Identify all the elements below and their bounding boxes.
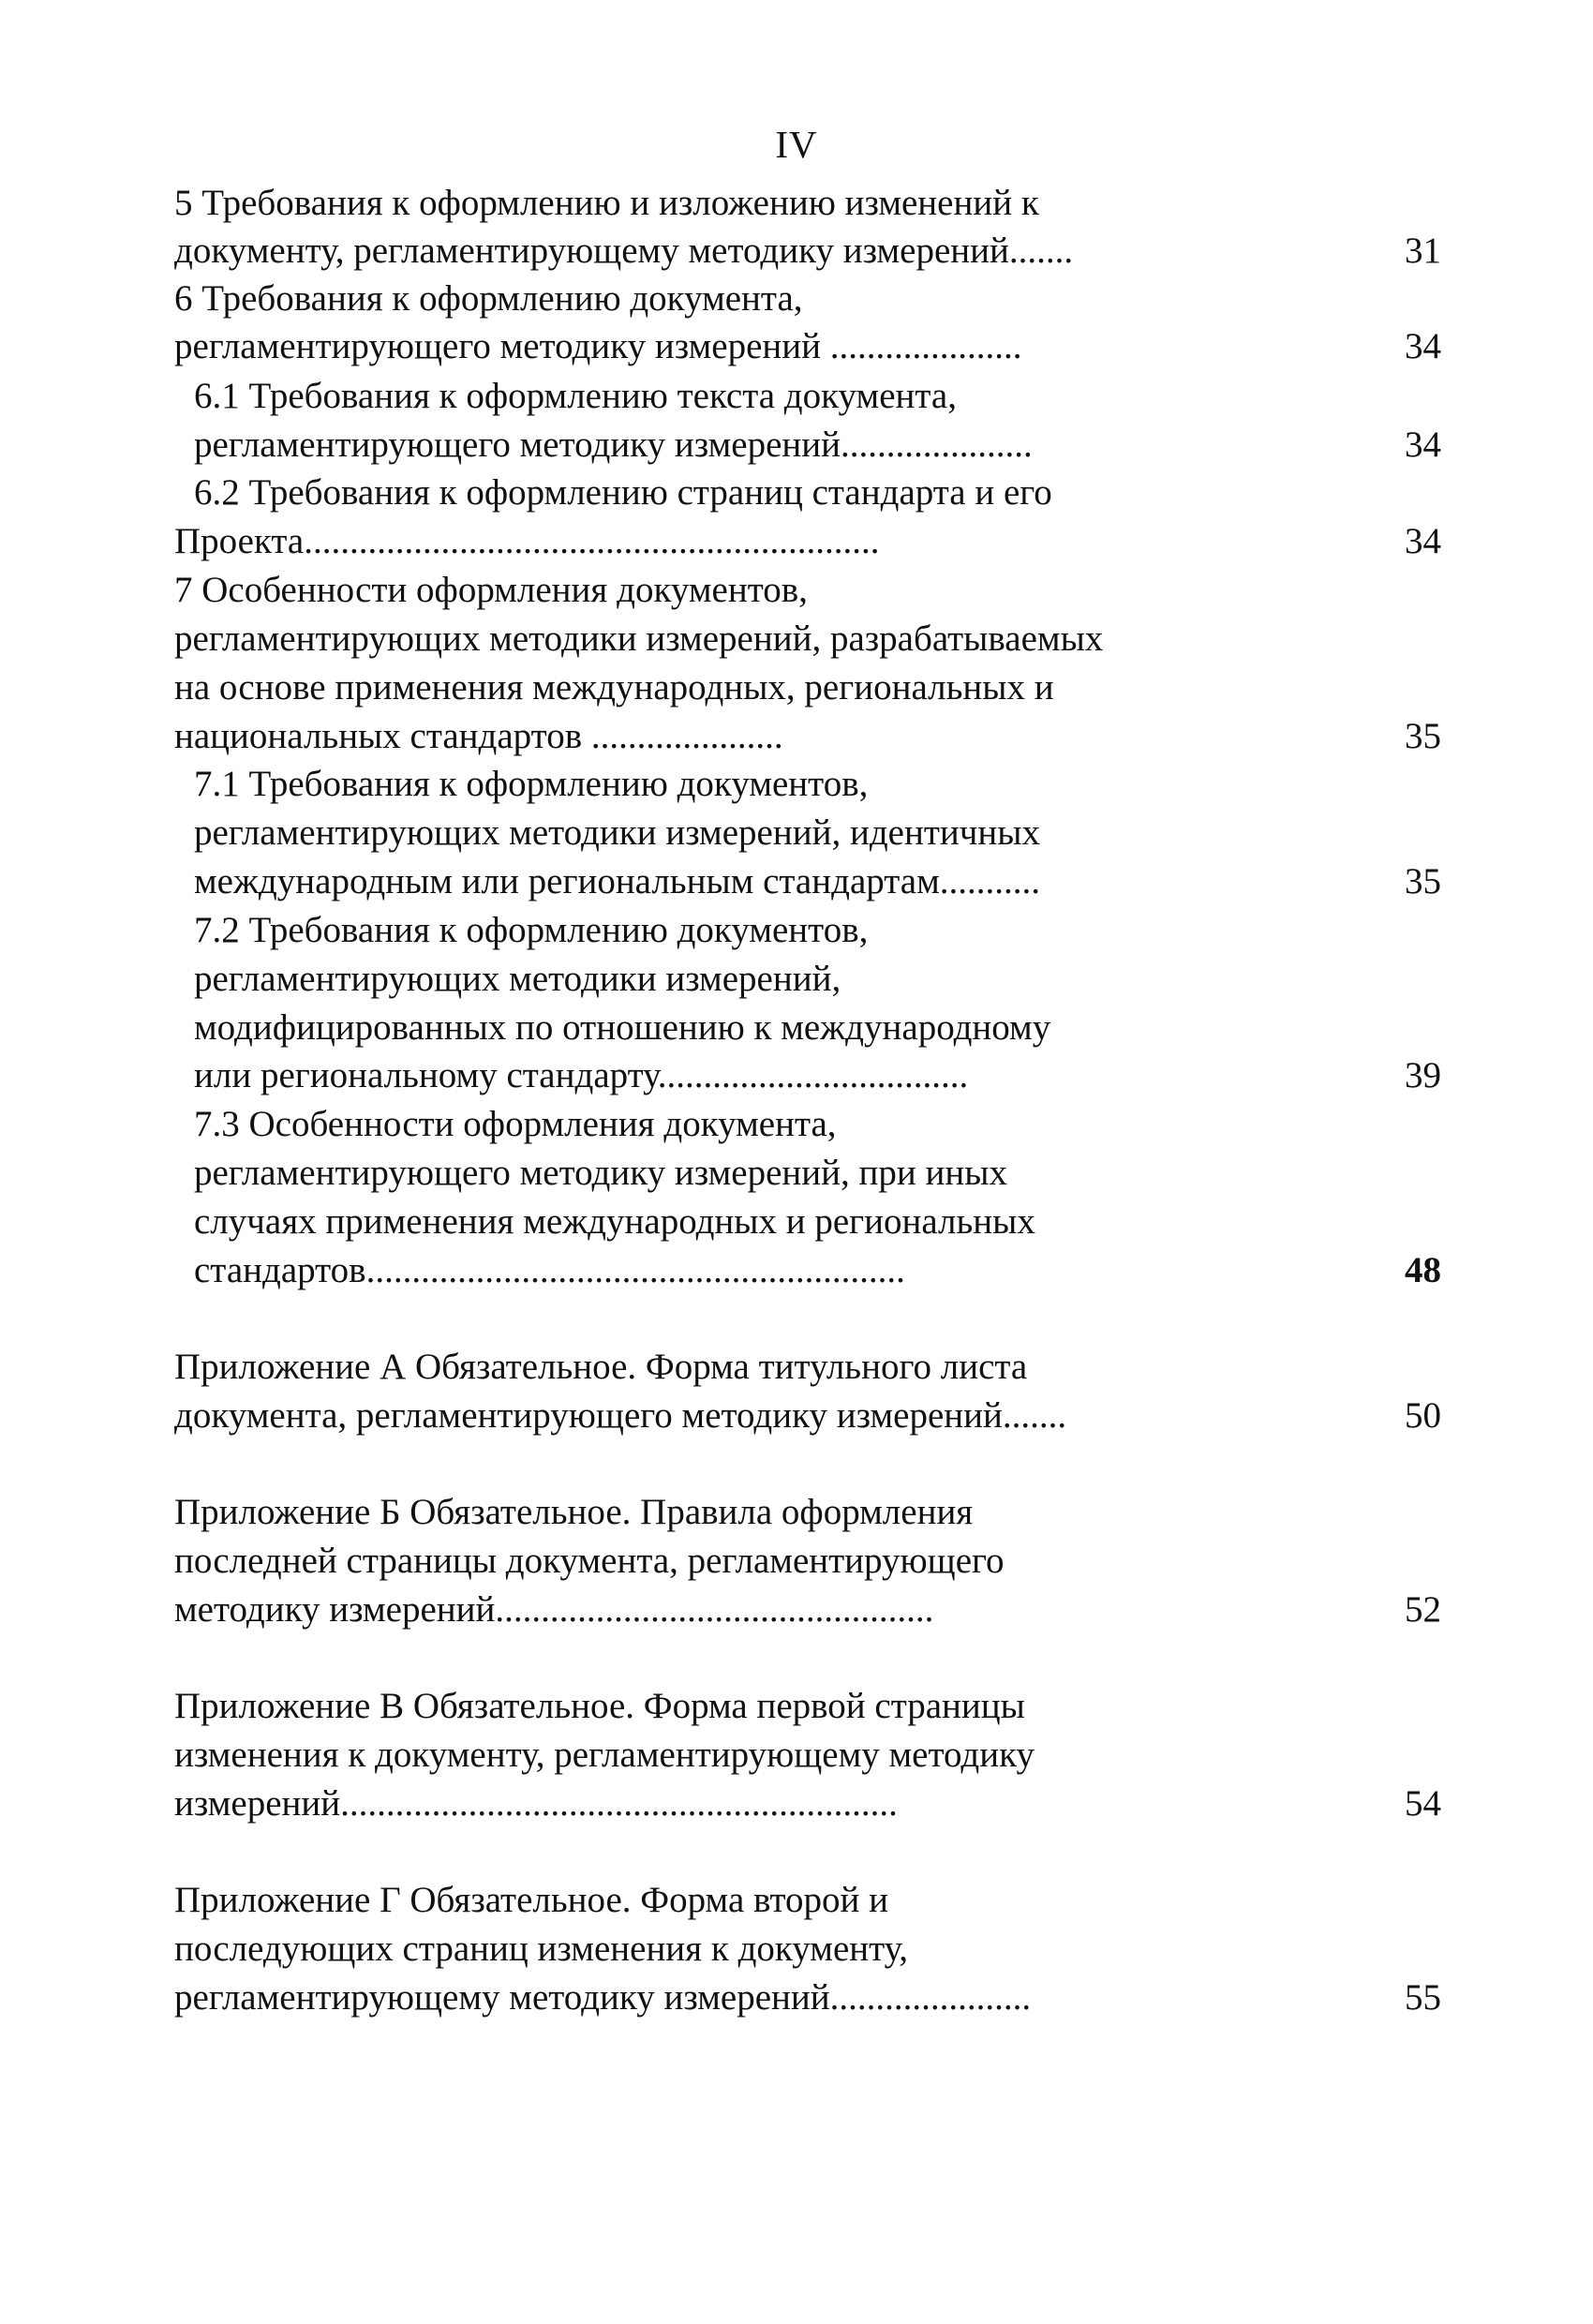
toc-entry-line: Приложение Б Обязательное. Правила оформления bbox=[174, 1492, 974, 1532]
toc-entry-line: на основе применения международных, региональных и bbox=[174, 667, 1054, 708]
toc-entry-line: регламентирующего методику измерений, при иных bbox=[194, 1153, 1007, 1193]
toc-entry-line: 7.1 Требования к оформлению документов, bbox=[194, 764, 869, 804]
toc-page-number: 55 bbox=[1405, 1977, 1441, 2018]
toc-entry-line: или региональному стандарту.................................. bbox=[194, 1055, 969, 1095]
toc-page-number: 35 bbox=[1405, 716, 1441, 756]
toc-entry-line: Приложение В Обязательное. Форма первой страницы bbox=[174, 1686, 1025, 1726]
toc-entry-line: документу, регламентирующему методику измерений....... bbox=[174, 231, 1074, 271]
toc-entry-line: 5 Требования к оформлению и изложению изменений к bbox=[174, 183, 1039, 223]
toc-entry-line: последней страницы документа, регламентирующего bbox=[174, 1541, 1005, 1581]
toc-page-number: 34 bbox=[1405, 326, 1441, 366]
toc-page-number: 50 bbox=[1405, 1395, 1441, 1436]
toc-entry-line: регламентирующих методики измерений, разрабатываемых bbox=[174, 618, 1104, 659]
toc-entry-line: изменения к документу, регламентирующему методику bbox=[174, 1735, 1035, 1775]
toc-entry-line: 7 Особенности оформления документов, bbox=[174, 570, 808, 610]
toc-entry-line: измерений............................................................. bbox=[174, 1783, 898, 1824]
toc-entry-line: методику измерений................................................ bbox=[174, 1589, 934, 1630]
toc-page-number: 54 bbox=[1405, 1783, 1441, 1824]
toc-entry-line: 7.2 Требования к оформлению документов, bbox=[194, 910, 869, 950]
toc-entry-line: 6 Требования к оформлению документа, bbox=[174, 278, 803, 319]
toc-entry-line: регламентирующих методики измерений, идентичных bbox=[194, 812, 1040, 853]
toc-entry-line: 6.1 Требования к оформлению текста документа, bbox=[194, 376, 957, 416]
toc-page-number: 34 bbox=[1405, 521, 1441, 561]
toc-page-number: 31 bbox=[1405, 231, 1441, 271]
toc-entry-line: документа, регламентирующего методику измерений....... bbox=[174, 1395, 1067, 1436]
toc-entry-line: Приложение А Обязательное. Форма титульного листа bbox=[174, 1347, 1028, 1387]
toc-entry-line: национальных стандартов ..................... bbox=[174, 716, 783, 756]
toc-entry-line: регламентирующему методику измерений...................... bbox=[174, 1977, 1032, 2018]
toc-entry-line: случаях применения международных и региональных bbox=[194, 1201, 1035, 1242]
toc-entry-line: регламентирующего методику измерений..................... bbox=[194, 425, 1033, 465]
toc-page-number: 48 bbox=[1405, 1250, 1441, 1290]
toc-page-number: 39 bbox=[1405, 1055, 1441, 1095]
toc-entry-line: модифицированных по отношению к международному bbox=[194, 1007, 1051, 1048]
toc-page-number: 35 bbox=[1405, 861, 1441, 901]
toc-entry-line: стандартов........................................................... bbox=[194, 1250, 905, 1290]
toc-entry-line: регламентирующего методику измерений ..................... bbox=[174, 326, 1022, 366]
toc-page-number: 34 bbox=[1405, 425, 1441, 465]
toc-entry-line: 7.3 Особенности оформления документа, bbox=[194, 1104, 837, 1144]
toc-entry-line: международным или региональным стандартам........... bbox=[194, 861, 1040, 901]
toc-entry-line: последующих страниц изменения к документу, bbox=[174, 1929, 909, 1969]
toc-entry-line: регламентирующих методики измерений, bbox=[194, 959, 841, 999]
toc-entry-line: Приложение Г Обязательное. Форма второй и bbox=[174, 1880, 888, 1920]
page-header-number: IV bbox=[775, 123, 818, 166]
toc-entry-line: Проекта............................................................... bbox=[174, 521, 880, 561]
toc-entry-line: 6.2 Требования к оформлению страниц стандарта и его bbox=[194, 472, 1052, 513]
toc-page-number: 52 bbox=[1405, 1589, 1441, 1630]
